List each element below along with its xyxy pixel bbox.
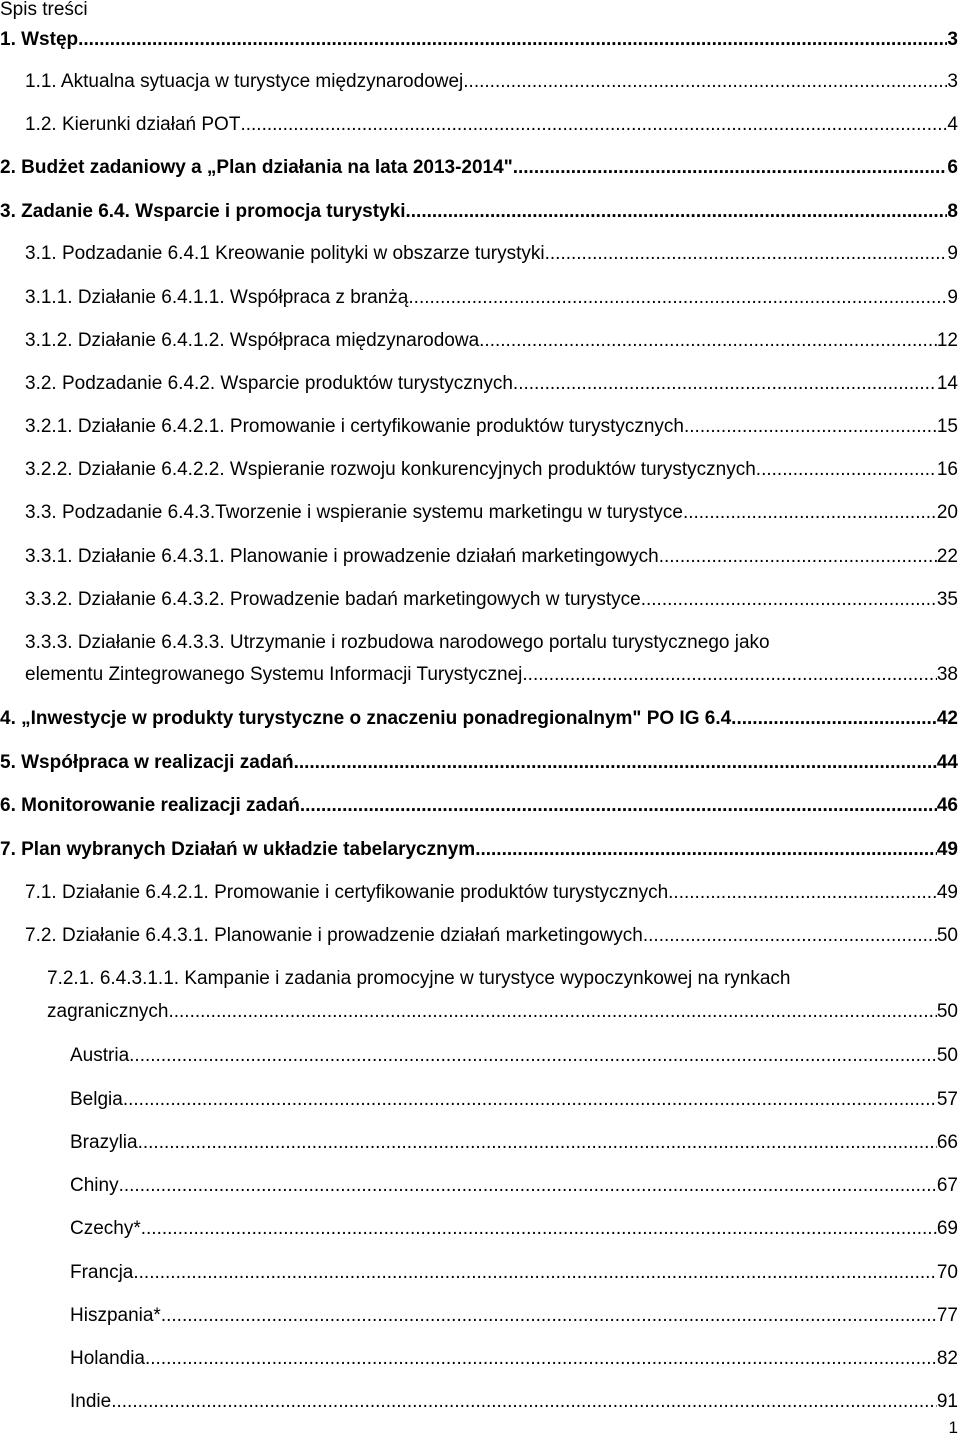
toc-entry-label-line1: 7.2.1. 6.4.3.1.1. Kampanie i zadania promocyjne w turystyce wypoczynkowej na rynkach	[47, 968, 791, 989]
toc-entry-11[interactable]	[25, 500, 958, 526]
toc-entry-7[interactable]	[25, 328, 958, 354]
dot-leader	[129, 1043, 937, 1069]
toc-entry-label: 1.2. Kierunki działań POT	[25, 114, 241, 135]
toc-page-number: 9	[947, 287, 958, 308]
toc-entry-15[interactable]	[0, 706, 958, 732]
dot-leader	[643, 923, 937, 949]
toc-entry-label: 3.1. Podzadanie 6.4.1 Kreowanie polityki w obszarze turystyki	[25, 243, 545, 264]
toc-entry-1[interactable]	[25, 69, 958, 95]
toc-page-number: 20	[936, 502, 958, 523]
toc-page-number: 82	[936, 1348, 958, 1369]
dot-leader	[161, 1303, 937, 1329]
toc-entry-label: Francja	[70, 1262, 134, 1283]
dot-leader	[683, 500, 937, 526]
toc-page-number: 4	[947, 114, 958, 135]
toc-entry-30[interactable]	[70, 1389, 958, 1415]
toc-entry-label: elementu Zintegrowanego Systemu Informacji Turystycznej	[25, 664, 523, 685]
toc-entry-10[interactable]	[25, 457, 958, 483]
toc-entry-label-line1: 3.3.3. Działanie 6.4.3.3. Utrzymanie i rozbudowa narodowego portalu turystycznego jako	[25, 632, 770, 653]
toc-entry-14[interactable]	[25, 630, 958, 690]
toc-page-number: 57	[936, 1089, 958, 1110]
toc-entry-22[interactable]	[70, 1043, 958, 1069]
toc-entry-label: 3.3. Podzadanie 6.4.3.Tworzenie i wspieranie systemu marketingu w turystyce	[25, 502, 683, 523]
dot-leader	[479, 328, 937, 354]
toc-entry-label: Holandia	[70, 1348, 145, 1369]
toc-entry-label: 3.3.2. Działanie 6.4.3.2. Prowadzenie badań marketingowych w turystyce	[25, 589, 641, 610]
toc-page-number: 49	[936, 839, 958, 860]
toc-entry-16[interactable]	[0, 750, 958, 776]
dot-leader	[475, 837, 937, 863]
toc-entry-25[interactable]	[70, 1173, 958, 1199]
toc-page-number: 14	[936, 373, 958, 394]
toc-entry-label: 6. Monitorowanie realizacji zadań	[0, 795, 300, 816]
dot-leader	[684, 414, 937, 440]
toc-entry-24[interactable]	[70, 1130, 958, 1156]
toc-entry-6[interactable]	[25, 285, 958, 311]
toc-entry-12[interactable]	[25, 544, 958, 570]
toc-entry-2[interactable]	[25, 112, 958, 138]
dot-leader	[408, 285, 947, 311]
toc-entry-label: 2. Budżet zadaniowy a „Plan działania na lata 2013-2014"	[0, 157, 513, 178]
dot-leader	[78, 27, 947, 53]
dot-leader	[123, 1087, 937, 1113]
dot-leader	[641, 587, 937, 613]
dot-leader	[300, 793, 937, 819]
toc-entry-label: Brazylia	[70, 1132, 138, 1153]
toc-page-number: 70	[936, 1262, 958, 1283]
toc-entry-0[interactable]	[0, 27, 958, 53]
toc-entry-label: 7. Plan wybranych Działań w układzie tabelarycznym	[0, 839, 476, 860]
toc-page-number: 12	[936, 330, 958, 351]
toc-page-number: 46	[936, 795, 958, 816]
toc-page-number: 50	[936, 925, 958, 946]
dot-leader	[240, 112, 947, 138]
toc-entry-label: Czechy*	[70, 1218, 141, 1239]
dot-leader	[138, 1130, 937, 1156]
toc-entry-label: 3.2.1. Działanie 6.4.2.1. Promowanie i certyfikowanie produktów turystycznych	[25, 416, 684, 437]
dot-leader	[119, 1173, 937, 1199]
dot-leader	[141, 1216, 937, 1242]
toc-entry-19[interactable]	[25, 880, 958, 906]
toc-entry-label: 4. „Inwestycje w produkty turystyczne o znaczeniu ponadregionalnym" PO IG 6.4.	[0, 708, 737, 729]
dot-leader	[756, 457, 937, 483]
dot-leader	[133, 1260, 937, 1286]
dot-leader	[111, 1389, 937, 1415]
dot-leader	[294, 750, 937, 776]
dot-leader	[545, 241, 948, 267]
dot-leader	[168, 999, 936, 1025]
toc-page-number: 8	[947, 201, 958, 222]
dot-leader	[513, 371, 937, 397]
dot-leader	[145, 1346, 937, 1372]
dot-leader	[522, 662, 936, 688]
dot-leader	[736, 706, 936, 732]
toc-page-number: 91	[936, 1391, 958, 1412]
toc-page-number: 16	[936, 459, 958, 480]
toc-page-number: 50	[936, 1001, 958, 1022]
toc-entry-3[interactable]	[0, 155, 958, 181]
toc-page-number: 77	[936, 1305, 958, 1326]
toc-page-number: 9	[947, 243, 958, 264]
toc-page-number: 66	[936, 1132, 958, 1153]
toc-page-number: 44	[936, 752, 958, 773]
toc-entry-20[interactable]	[25, 923, 958, 949]
toc-entry-label: Chiny	[70, 1175, 119, 1196]
toc-entry-29[interactable]	[70, 1346, 958, 1372]
dot-leader	[406, 199, 948, 225]
toc-entry-5[interactable]	[25, 241, 958, 267]
toc-page-number: 69	[936, 1218, 958, 1239]
toc-entry-21[interactable]	[47, 966, 958, 1026]
toc-entry-27[interactable]	[70, 1260, 958, 1286]
toc-entry-23[interactable]	[70, 1087, 958, 1113]
page-number-footer: 1	[948, 1418, 958, 1437]
toc-entry-13[interactable]	[25, 587, 958, 613]
toc-page-number: 3	[947, 71, 958, 92]
toc-entry-4[interactable]	[0, 199, 958, 225]
toc-entry-28[interactable]	[70, 1303, 958, 1329]
toc-entry-17[interactable]	[0, 793, 958, 819]
toc-entry-label: Austria	[70, 1045, 130, 1066]
toc-page-number: 49	[936, 882, 958, 903]
dot-leader	[659, 544, 937, 570]
toc-page-number: 22	[936, 546, 958, 567]
toc-entry-label: 3.1.1. Działanie 6.4.1.1. Współpraca z branżą	[25, 287, 409, 308]
toc-entry-8[interactable]	[25, 371, 958, 397]
dot-leader	[513, 155, 948, 181]
toc-page-number: 38	[936, 664, 958, 685]
toc-page-number: 15	[936, 416, 958, 437]
toc-entry-label: 3.3.1. Działanie 6.4.3.1. Planowanie i prowadzenie działań marketingowych	[25, 546, 659, 567]
toc-entry-label: 5. Współpraca w realizacji zadań	[0, 752, 294, 773]
toc-entry-label: 1.1. Aktualna sytuacja w turystyce międzynarodowej	[25, 71, 464, 92]
toc-entry-label: Belgia	[70, 1089, 123, 1110]
toc-entry-label: 3. Zadanie 6.4. Wsparcie i promocja turystyki	[0, 201, 406, 222]
toc-entry-9[interactable]	[25, 414, 958, 440]
toc-entry-18[interactable]	[0, 837, 958, 863]
toc-page-number: 35	[936, 589, 958, 610]
toc-page-number: 67	[936, 1175, 958, 1196]
toc-heading: Spis treści	[0, 0, 88, 20]
toc-entry-label: 7.1. Działanie 6.4.2.1. Promowanie i certyfikowanie produktów turystycznych	[25, 882, 669, 903]
toc-entry-label: zagranicznych	[47, 1001, 169, 1022]
toc-page-number: 3	[947, 29, 958, 50]
toc-entry-label: 3.1.2. Działanie 6.4.1.2. Współpraca międzynarodowa	[25, 330, 480, 351]
toc-entry-label: Hiszpania*	[70, 1305, 161, 1326]
toc-page-number: 42	[936, 708, 958, 729]
toc-entry-26[interactable]	[70, 1216, 958, 1242]
toc-entry-label: 1. Wstęp	[0, 29, 79, 50]
toc-page-number: 50	[936, 1045, 958, 1066]
toc-entry-label: 3.2. Podzadanie 6.4.2. Wsparcie produktów turystycznych	[25, 373, 513, 394]
toc-entry-label: 3.2.2. Działanie 6.4.2.2. Wspieranie rozwoju konkurencyjnych produktów turystycznych	[25, 459, 756, 480]
dot-leader	[463, 69, 947, 95]
toc-page-number: 6	[947, 157, 958, 178]
dot-leader	[668, 880, 937, 906]
toc-entry-label: 7.2. Działanie 6.4.3.1. Planowanie i prowadzenie działań marketingowych	[25, 925, 643, 946]
toc-entry-label: Indie	[70, 1391, 112, 1412]
